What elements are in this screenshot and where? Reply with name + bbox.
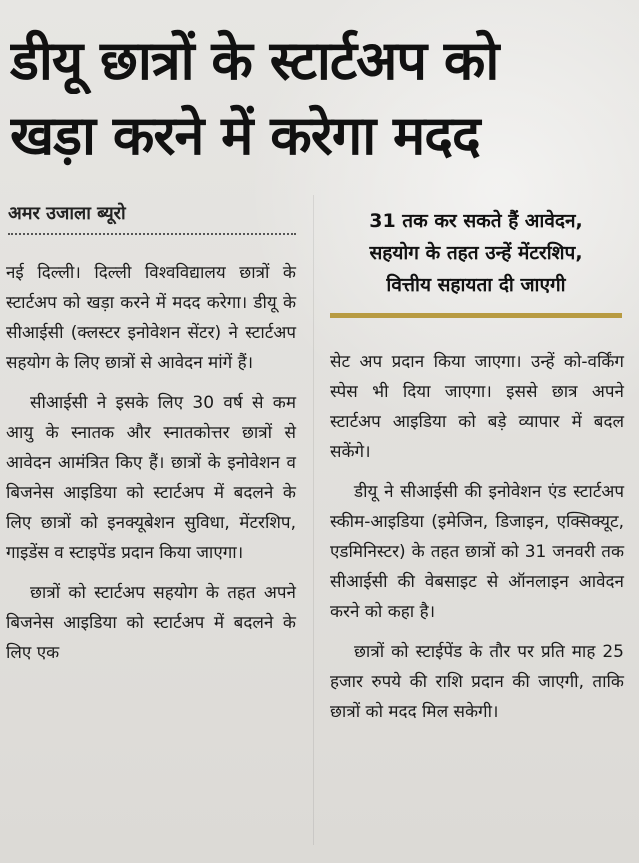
deck-line-3: वित्तीय सहायता दी जाएगी [386,274,566,296]
right-paragraph-3: छात्रों को स्टाईपेंड के तौर पर प्रति माह 25 हजार रुपये की राशि प्रदान की जाएगी, ताकि छात्रों को मदद मिल सकेगी। [330,642,624,722]
deck-line-1: 31 तक कर सकते हैं आवेदन, [369,210,583,232]
right-paragraph-1: सेट अप प्रदान किया जाएगा। उन्हें को-वर्किंग स्पेस भी दिया जाएगा। इससे छात्र अपने स्टार्टअप आइडिया को बड़े व्यापार में बदल सकेंगे। [330,352,624,462]
right-paragraph-2: डीयू ने सीआईसी की इनोवेशन एंड स्टार्टअप स्कीम-आइडिया (इमेजिन, डिजाइन, एक्सिक्यूट, एडमिनिस्टर) के तहत छात्रों को 31 जनवरी तक सीआईसी की वेबसाइट से ऑनलाइन आवेदन करने को कहा है। [330,482,624,622]
headline-line-1: डीयू छात्रों के स्टार्टअप को [10,29,499,92]
right-column [330,347,624,727]
deck-line-2: सहयोग के तहत उन्हें मेंटरशिप, [369,242,583,264]
byline: अमर उजाला ब्यूरो [8,203,126,224]
left-paragraph-1: नई दिल्ली। दिल्ली विश्वविद्यालय छात्रों के स्टार्टअप को खड़ा करने में मदद करेगा। डीयू के सीआईसी (क्लस्टर इनोवेशन सेंटर) ने स्टार्टअप सहयोग के लिए छात्रों से आवेदन मांगें हैं। [6,263,296,373]
left-column [6,258,296,668]
deck [330,205,622,301]
headline-line-2: खड़ा करने में करेगा मदद [10,104,480,167]
left-paragraph-3: छात्रों को स्टार्टअप सहयोग के तहत अपने बिजनेस आइडिया को स्टार्टअप में बदलने के लिए एक [6,583,296,663]
byline-divider [8,233,296,235]
left-paragraph-2: सीआईसी ने इसके लिए 30 वर्ष से कम आयु के स्नातक और स्नातकोत्तर छात्रों से आवेदन आमंत्रित किए हैं। छात्रों के इनोवेशन व बिजनेस आइडिया को स्टार्टअप में बदलने के लिए छात्रों को इनक्यूबेशन सुविधा, मेंटरशिप, गाइडेंस व स्टाइपेंड प्रदान किया जाएगा। [6,393,296,563]
column-divider [313,195,314,845]
deck-underline [330,313,622,318]
